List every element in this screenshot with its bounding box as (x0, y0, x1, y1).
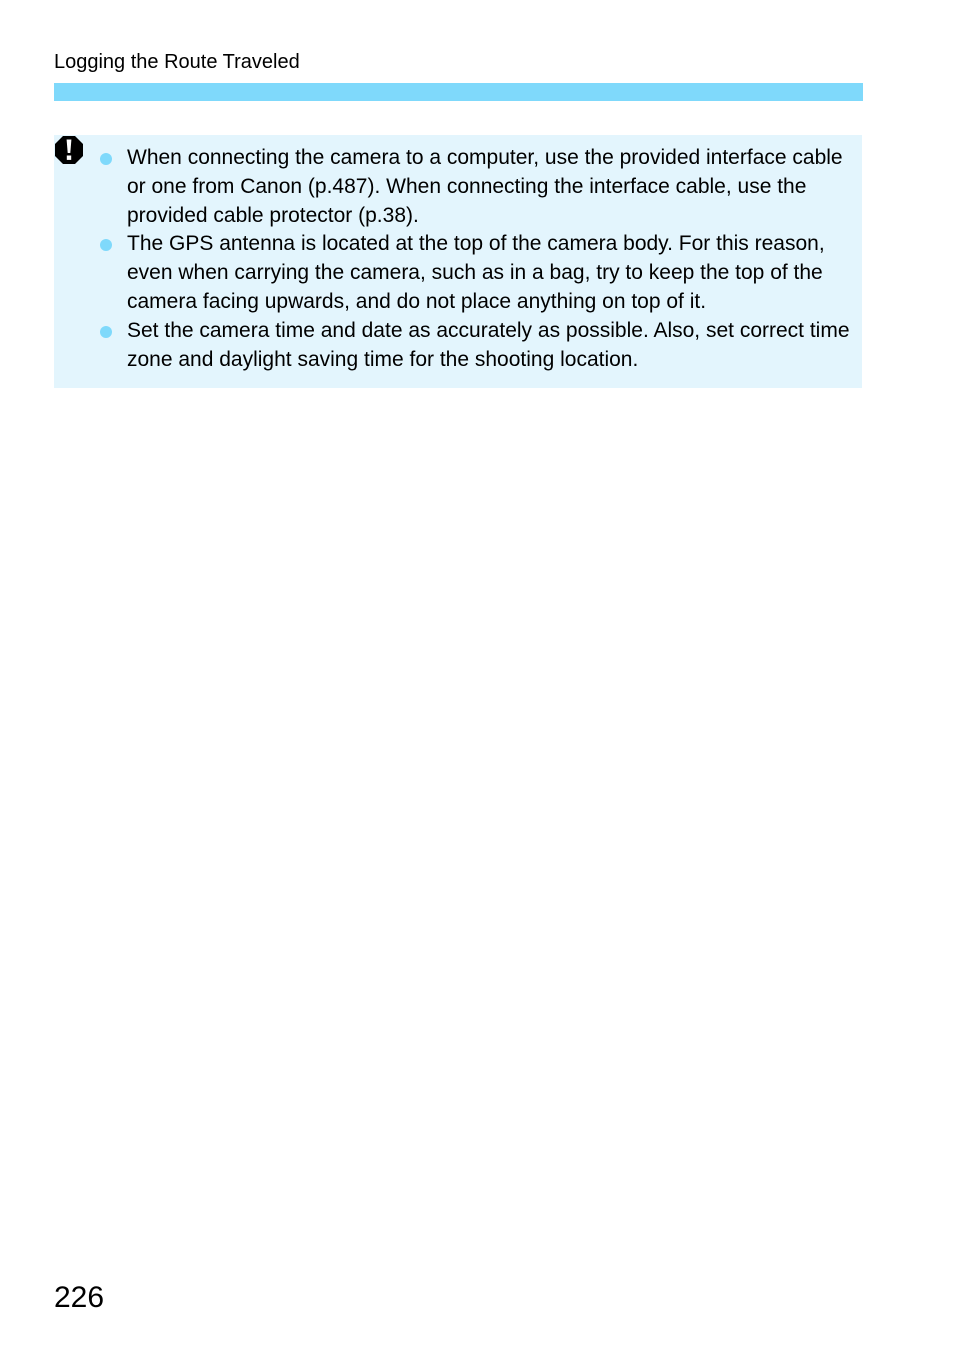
caution-list (100, 144, 856, 374)
section-title: Logging the Route Traveled (54, 51, 300, 73)
bullet-icon (100, 326, 112, 338)
caution-item (100, 317, 856, 375)
caution-item-text: Set the camera time and date as accurately as possible. Also, set correct time zone and daylight saving time for the shooting location. (127, 318, 850, 371)
page-number: 226 (54, 1281, 105, 1314)
caution-item (100, 144, 856, 230)
caution-item-text: When connecting the camera to a computer, use the provided interface cable or one from Canon (p.487). When connecting the interface cable, use the provided cable protector (p.38). (127, 146, 843, 227)
caution-box (54, 135, 862, 388)
bullet-icon (100, 239, 112, 251)
bullet-icon (100, 153, 112, 165)
section-title-bar (54, 83, 863, 101)
caution-item (100, 230, 856, 316)
caution-item-text: The GPS antenna is located at the top of the camera body. For this reason, even when carrying the camera, such as in a bag, try to keep the top of the camera facing upwards, and do not place anything on top of it. (127, 232, 825, 313)
caution-icon (54, 135, 84, 165)
